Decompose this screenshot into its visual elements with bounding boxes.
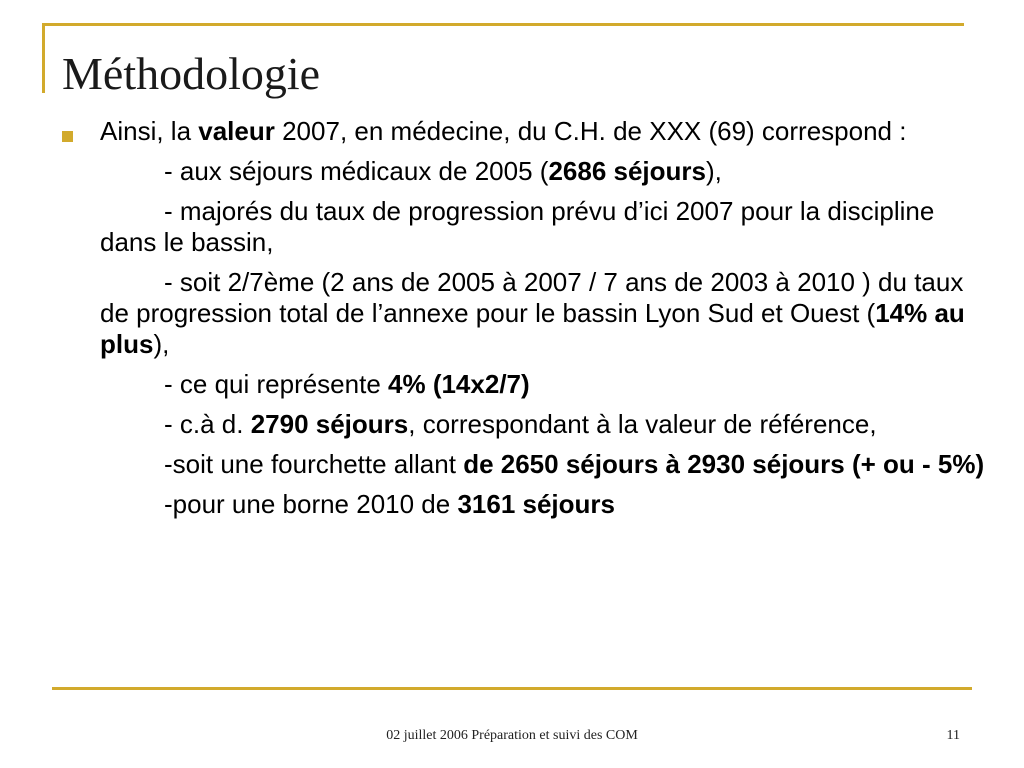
slide-footer: 02 juillet 2006 Préparation et suivi des COM [386,728,638,743]
body-paragraph-6 [100,409,995,440]
slide-title: Méthodologie [62,48,321,99]
slide-body [100,116,995,529]
text-run: Ainsi, la [100,116,199,146]
body-paragraph-1 [100,116,995,147]
square-bullet-icon [62,131,73,142]
text-run: , correspondant à la valeur de référence, [408,409,877,439]
body-paragraph-7 [100,449,995,480]
text-run: -soit une fourchette allant [164,449,464,479]
body-paragraph-4 [100,267,995,360]
bold-run: de 2650 séjours à 2930 séjours (+ ou - 5%) [463,449,985,479]
text-run: - soit 2/7ème (2 ans de 2005 à 2007 / 7 ans de 2003 à 2010 ) du taux de progression total de l’annexe pour le bassin Lyon Sud et Ouest ( [100,267,964,328]
text-run: - aux séjours médicaux de 2005 ( [164,156,549,186]
text-run: ), [706,156,722,186]
body-paragraph-8 [100,489,995,520]
text-run: 2007, en médecine, du C.H. de XXX (69) correspond : [274,116,907,146]
bold-run: 2790 séjours [250,409,409,439]
text-run: ), [153,329,170,359]
bold-run: valeur [198,116,275,146]
text-run: - c.à d. [164,409,251,439]
text-run: - ce qui représente [164,369,389,399]
bold-run: 4% (14x2/7) [388,369,530,399]
bold-run: 2686 séjours [548,156,706,186]
bold-run: 14% au plus [100,298,965,359]
frame-left-rule [42,23,45,93]
body-paragraph-3 [100,196,995,258]
text-run: -pour une borne 2010 de [164,489,458,519]
body-paragraph-2 [100,156,995,187]
footer-rule [52,687,972,690]
frame-top-rule [42,23,964,26]
bold-run: 3161 séjours [457,489,616,519]
text-run: - majorés du taux de progression prévu d’ici 2007 pour la discipline dans le bassin, [100,196,935,257]
body-paragraph-5 [100,369,995,400]
page-number: 11 [946,728,960,743]
